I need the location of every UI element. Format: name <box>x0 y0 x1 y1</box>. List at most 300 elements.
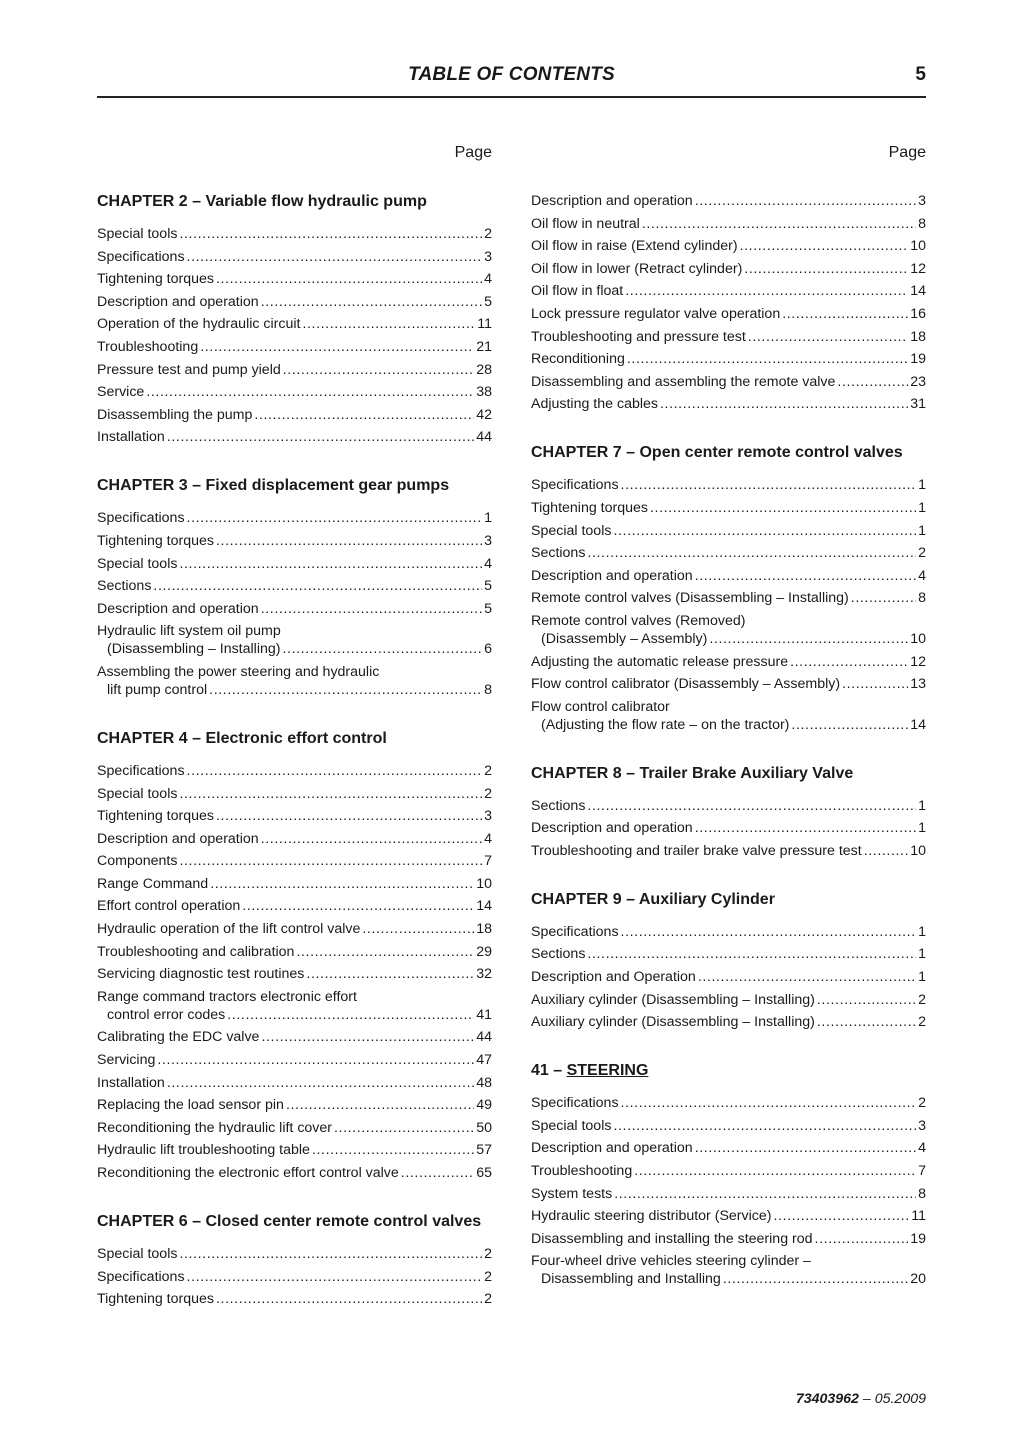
toc-entry <box>97 1141 492 1159</box>
toc-entry-text: Range Command <box>97 875 209 892</box>
toc-entry-text: Tightening torques <box>97 808 214 825</box>
toc-entry-line <box>97 225 492 243</box>
toc-entry-text: Disassembling the pump <box>97 406 253 423</box>
toc-entry-page: 1 <box>918 946 926 963</box>
dot-leader <box>613 1117 916 1135</box>
toc-entry-text: Servicing diagnostic test routines <box>97 966 305 983</box>
toc-entry <box>531 842 926 860</box>
dot-leader <box>179 852 482 870</box>
toc-entry <box>531 819 926 837</box>
toc-entry-page: 3 <box>484 248 492 265</box>
dot-leader <box>167 1074 474 1092</box>
chapter-title-text: CHAPTER 2 – Variable flow hydraulic pump <box>97 193 427 210</box>
dot-leader <box>216 1290 482 1308</box>
toc-entry-page: 4 <box>484 830 492 847</box>
toc-entry-text: Troubleshooting and trailer brake valve pressure test <box>531 842 862 859</box>
dot-leader <box>261 1028 474 1046</box>
dot-leader <box>216 807 482 825</box>
dot-leader <box>153 577 482 595</box>
toc-entry-line <box>97 1119 492 1137</box>
toc-entry-page: 1 <box>918 969 926 986</box>
toc-entry-line <box>97 577 492 595</box>
toc-entry-page: 2 <box>484 762 492 779</box>
toc-entry <box>531 350 926 368</box>
toc-entry-text: Service <box>97 384 145 401</box>
toc-entry <box>97 875 492 893</box>
toc-entry-line <box>97 509 492 527</box>
toc-entry-text: Auxiliary cylinder (Disassembling – Installing) <box>531 1014 815 1031</box>
dot-leader <box>613 522 916 540</box>
toc-entry-line <box>97 1245 492 1263</box>
toc-entry <box>531 373 926 391</box>
toc-entry-line <box>531 1185 926 1203</box>
toc-entry <box>97 1164 492 1182</box>
toc-sections <box>97 192 492 1308</box>
toc-entry-page: 4 <box>484 555 492 572</box>
toc-entry-text: lift pump control <box>107 681 208 698</box>
toc-entry-line <box>97 1028 492 1046</box>
toc-entry-text: Specifications <box>97 1268 185 1285</box>
toc-entry-line <box>531 1139 926 1157</box>
toc-entry-page: 31 <box>910 396 926 413</box>
toc-entry <box>531 945 926 963</box>
toc-entry-line <box>97 406 492 424</box>
toc-entry-line <box>531 716 926 734</box>
toc-entry-line <box>531 544 926 562</box>
toc-entry-text: Special tools <box>97 1246 178 1262</box>
toc-entry-line <box>97 852 492 870</box>
toc-entry <box>97 383 492 401</box>
toc-entry-text: (Adjusting the flow rate – on the tractor) <box>541 716 790 733</box>
toc-entry-text: Disassembling and installing the steering rod <box>531 1230 813 1247</box>
toc-entry-text: Oil flow in raise (Extend cylinder) <box>531 238 738 255</box>
toc-entry-text: Disassembling and assembling the remote valve <box>531 373 836 390</box>
toc-entry-text: Specifications <box>97 248 185 265</box>
toc-entry-text: Special tools <box>97 226 178 242</box>
toc-entry-page: 44 <box>476 1029 492 1046</box>
toc-entry <box>97 270 492 288</box>
toc-entry-line <box>531 797 926 815</box>
toc-entry-text: Description and operation <box>531 193 693 209</box>
toc-entry <box>97 897 492 915</box>
toc-entry <box>531 1185 926 1203</box>
dot-leader <box>312 1141 474 1159</box>
chapter-title <box>531 890 926 910</box>
toc-entry-text: System tests <box>531 1185 613 1202</box>
dot-leader <box>187 1268 483 1286</box>
toc-entry-line <box>531 819 926 837</box>
dot-leader <box>179 555 482 573</box>
toc-entry-line <box>97 532 492 550</box>
toc-entry-line <box>531 923 926 941</box>
dot-leader <box>296 943 474 961</box>
toc-entry <box>531 1230 926 1248</box>
toc-entry-page: 16 <box>910 305 926 322</box>
chapter-title-text: CHAPTER 3 – Fixed displacement gear pumps <box>97 477 450 495</box>
toc-entry-text: Hydraulic operation of the lift control valve <box>97 921 361 938</box>
toc-entry-page: 1 <box>918 923 926 940</box>
toc-entry-page: 5 <box>484 600 492 617</box>
toc-entry-text: Troubleshooting <box>531 1163 633 1180</box>
toc-entry-line <box>97 1268 492 1286</box>
toc-entry-text: Disassembling and Installing <box>541 1271 721 1288</box>
toc-entry-page: 29 <box>476 943 492 960</box>
dot-leader <box>634 1162 916 1180</box>
toc-entry <box>97 1028 492 1046</box>
toc-entry-first-line: Remote control valves (Removed) <box>531 612 746 629</box>
toc-entry <box>97 406 492 424</box>
toc-column-left <box>97 143 492 1338</box>
toc-entry <box>531 476 926 494</box>
chapter-title <box>97 1212 492 1232</box>
dot-leader <box>242 897 474 915</box>
toc-entry-line <box>97 785 492 803</box>
toc-section <box>97 192 492 446</box>
toc-entry-page: 8 <box>918 215 926 232</box>
dot-leader <box>695 192 916 210</box>
toc-entry-page: 1 <box>918 477 926 494</box>
dot-leader <box>187 762 483 780</box>
toc-entry-text: Troubleshooting <box>97 338 199 355</box>
page-header <box>97 62 926 98</box>
toc-entry <box>97 338 492 356</box>
toc-entry <box>531 968 926 986</box>
toc-entry-text: (Disassembling – Installing) <box>107 641 281 658</box>
toc-entry-text: Replacing the load sensor pin <box>97 1097 284 1114</box>
toc-entry-text: Special tools <box>97 555 178 572</box>
dot-leader <box>621 923 917 941</box>
toc-entry-text: Remote control valves (Disassembling – Installing) <box>531 590 849 607</box>
dot-leader <box>748 328 908 346</box>
toc-entry-first-line: Assembling the power steering and hydraulic <box>97 663 380 680</box>
dot-leader <box>302 315 475 333</box>
dot-leader <box>283 361 474 379</box>
chapter-title <box>97 729 492 749</box>
toc-entry <box>97 807 492 825</box>
page-column-header: Page <box>454 144 492 161</box>
toc-entry-page: 1 <box>918 797 926 814</box>
toc-entry <box>97 622 492 658</box>
toc-entry-page: 44 <box>476 429 492 446</box>
toc-entry-text: Description and operation <box>531 820 693 837</box>
dot-leader <box>773 1207 909 1225</box>
toc-entry-line <box>531 192 926 210</box>
toc-entry-line <box>97 807 492 825</box>
toc-entry-text: Description and operation <box>97 293 259 310</box>
dot-leader <box>227 1006 474 1024</box>
toc-entry-line <box>531 215 926 233</box>
toc-entry-text: Effort control operation <box>97 898 241 915</box>
dot-leader <box>842 675 908 693</box>
dot-leader <box>650 499 916 517</box>
toc-entry <box>531 395 926 413</box>
toc-entry-line <box>97 762 492 780</box>
toc-entry <box>97 1051 492 1069</box>
toc-entry-page: 7 <box>484 853 492 870</box>
dot-leader <box>401 1164 474 1182</box>
toc-entry <box>531 1094 926 1112</box>
toc-entry-line <box>531 1270 926 1288</box>
toc-section <box>97 729 492 1182</box>
dot-leader <box>587 544 916 562</box>
dot-leader <box>200 338 474 356</box>
dot-leader <box>187 509 483 527</box>
toc-entry-line <box>97 270 492 288</box>
toc-entry-line <box>97 248 492 266</box>
toc-entry-text: (Disassembly – Assembly) <box>541 630 708 647</box>
toc-entry-text: Specifications <box>531 923 619 940</box>
toc-entry-page: 11 <box>477 316 492 333</box>
toc-entry <box>531 698 926 734</box>
dot-leader <box>179 1245 482 1263</box>
toc-entry-text: Reconditioning <box>531 351 625 368</box>
toc-entry-line <box>531 589 926 607</box>
toc-entry <box>531 675 926 693</box>
toc-entry-line <box>531 1117 926 1135</box>
toc-entry-text: Oil flow in float <box>531 283 624 300</box>
dot-leader <box>187 248 483 266</box>
toc-entry-page: 28 <box>476 361 492 378</box>
toc-entry-text: Description and operation <box>97 830 259 847</box>
page-title: TABLE OF CONTENTS <box>408 64 615 85</box>
toc-entry-text: Flow control calibrator (Disassembly – Assembly) <box>531 676 841 693</box>
toc-entry-page: 2 <box>918 991 926 1008</box>
toc-entry <box>97 1245 492 1263</box>
toc-section <box>97 476 492 699</box>
toc-entry-line <box>531 1013 926 1031</box>
toc-section <box>531 192 926 413</box>
dot-leader <box>167 428 474 446</box>
toc-entry-page: 3 <box>918 193 926 209</box>
chapter-title-text: CHAPTER 4 – Electronic effort control <box>97 729 387 747</box>
dot-leader <box>642 215 916 233</box>
toc-entry-page: 2 <box>484 785 492 802</box>
toc-entry-page: 8 <box>918 1185 926 1202</box>
toc-entry-first-line: Flow control calibrator <box>531 698 670 715</box>
dot-leader <box>695 819 916 837</box>
toc-entry-line <box>97 1051 492 1069</box>
toc-entry <box>97 943 492 961</box>
toc-entry-text: Specifications <box>531 477 619 494</box>
dot-leader <box>587 797 916 815</box>
toc-entry <box>531 1139 926 1157</box>
toc-entry-text: Sections <box>97 578 152 595</box>
toc-entry-line <box>97 555 492 573</box>
toc-entry-line <box>97 428 492 446</box>
chapter-title-text: CHAPTER 9 – Auxiliary Cylinder <box>531 890 775 908</box>
toc-entry-page: 8 <box>918 590 926 607</box>
chapter-title-text: 41 – <box>531 1062 567 1080</box>
toc-entry-line <box>531 328 926 346</box>
toc-entry-line <box>531 237 926 255</box>
toc-entry-line <box>531 1162 926 1180</box>
toc-entry <box>97 293 492 311</box>
dot-leader <box>261 600 482 618</box>
toc-entry-text: Tightening torques <box>97 271 214 288</box>
dot-leader <box>282 640 482 658</box>
toc-entry-page: 65 <box>476 1165 492 1181</box>
toc-section <box>97 1212 492 1308</box>
toc-entry-line <box>97 943 492 961</box>
dot-leader <box>261 830 482 848</box>
toc-entry-line <box>97 1074 492 1092</box>
toc-entry-page: 3 <box>918 1117 926 1134</box>
toc-entry-text: Hydraulic steering distributor (Service) <box>531 1208 772 1225</box>
toc-entry <box>97 532 492 550</box>
toc-entry-text: control error codes <box>107 1006 226 1023</box>
toc-entry-first-line: Range command tractors electronic effort <box>97 988 357 1005</box>
toc-entry-page: 6 <box>484 641 492 658</box>
toc-entry-page: 4 <box>918 1140 926 1157</box>
toc-entry-line <box>531 630 926 648</box>
toc-entry-text: Calibrating the EDC valve <box>97 1029 260 1046</box>
toc-entry-text: Description and operation <box>97 600 259 617</box>
dot-leader <box>254 406 474 424</box>
toc-entry-text: Tightening torques <box>97 532 214 549</box>
toc-entry-line <box>97 1096 492 1114</box>
dot-leader <box>306 965 474 983</box>
toc-entry-page: 10 <box>910 238 926 255</box>
page-column-header: Page <box>888 144 926 161</box>
toc-entry <box>97 1074 492 1092</box>
toc-entry-line <box>97 1290 492 1308</box>
chapter-title <box>97 192 492 212</box>
dot-leader <box>740 237 909 255</box>
toc-entry-text: Description and operation <box>531 567 693 584</box>
dot-leader <box>210 875 474 893</box>
dot-leader <box>744 260 908 278</box>
toc-entry-text: Lock pressure regulator valve operation <box>531 305 781 322</box>
chapter-title-text: CHAPTER 6 – Closed center remote control valves <box>97 1213 482 1230</box>
toc-entry <box>97 509 492 527</box>
dot-leader <box>261 293 482 311</box>
toc-entry <box>531 612 926 648</box>
toc-entry <box>531 522 926 540</box>
toc-entry <box>97 762 492 780</box>
dot-leader <box>146 383 474 401</box>
toc-entry-text: Hydraulic lift troubleshooting table <box>97 1142 310 1159</box>
toc-entry-page: 48 <box>476 1074 492 1091</box>
toc-entry-line <box>531 945 926 963</box>
toc-entry <box>531 1207 926 1225</box>
toc-entry-line <box>97 681 492 699</box>
toc-entry-text: Pressure test and pump yield <box>97 361 281 378</box>
toc-entry-text: Installation <box>97 429 165 446</box>
chapter-title <box>531 764 926 784</box>
toc-entry-page: 2 <box>484 226 492 242</box>
toc-entry-line <box>97 1141 492 1159</box>
dot-leader <box>782 305 908 323</box>
toc-entry <box>97 830 492 848</box>
toc-entry-page: 1 <box>918 499 926 516</box>
toc-entry-text: Oil flow in lower (Retract cylinder) <box>531 260 743 277</box>
dot-leader <box>864 842 909 860</box>
toc-entry-page: 7 <box>918 1163 926 1180</box>
toc-entry <box>531 1117 926 1135</box>
toc-entry <box>97 1268 492 1286</box>
toc-entry <box>531 1252 926 1288</box>
toc-entry-page: 12 <box>910 653 926 670</box>
toc-entry-page: 23 <box>910 373 926 390</box>
toc-entry-line <box>97 293 492 311</box>
toc-entry-text: Special tools <box>531 1117 612 1134</box>
toc-entry-page: 57 <box>476 1142 492 1159</box>
toc-entry-text: Sections <box>531 797 586 814</box>
toc-entry-text: Reconditioning the hydraulic lift cover <box>97 1119 333 1136</box>
toc-entry-page: 4 <box>918 567 926 584</box>
toc-entry-line <box>97 830 492 848</box>
toc-entry-text: Special tools <box>531 522 612 539</box>
toc-section <box>531 764 926 860</box>
toc-entry-text: Special tools <box>97 785 178 802</box>
dot-leader <box>695 567 916 585</box>
toc-entry-text: Description and operation <box>531 1140 693 1157</box>
toc-entry-text: Description and Operation <box>531 969 696 986</box>
dot-leader <box>179 785 482 803</box>
toc-entry <box>97 361 492 379</box>
toc-entry-page: 2 <box>484 1268 492 1285</box>
toc-entry-line <box>531 991 926 1009</box>
dot-leader <box>791 716 908 734</box>
toc-entry-line <box>97 361 492 379</box>
toc-entry-page: 41 <box>476 1006 492 1023</box>
dot-leader <box>851 589 916 607</box>
toc-entry-page: 5 <box>484 293 492 310</box>
toc-entry <box>531 305 926 323</box>
toc-entry-text: Tightening torques <box>531 499 648 516</box>
toc-entry-page: 2 <box>484 1291 492 1308</box>
toc-entry <box>531 215 926 233</box>
dot-leader <box>660 395 908 413</box>
toc-entry-line <box>97 965 492 983</box>
dot-leader <box>698 968 916 986</box>
toc-entry-text: Sections <box>531 946 586 963</box>
toc-entry <box>531 1013 926 1031</box>
dot-leader <box>817 1013 916 1031</box>
toc-entry <box>531 923 926 941</box>
dot-leader <box>587 945 916 963</box>
dot-leader <box>723 1270 908 1288</box>
toc-entry-text: Auxiliary cylinder (Disassembling – Installing) <box>531 991 815 1008</box>
dot-leader <box>695 1139 916 1157</box>
dot-leader <box>621 476 917 494</box>
toc-entry <box>97 785 492 803</box>
toc-entry-page: 47 <box>476 1052 492 1069</box>
toc-entry-page: 10 <box>476 875 492 892</box>
doc-date: – 05.2009 <box>858 1391 926 1407</box>
toc-entry <box>97 663 492 699</box>
toc-section <box>531 890 926 1031</box>
toc-entry-text: Specifications <box>531 1095 619 1112</box>
toc-entry-line <box>97 640 492 658</box>
dot-leader <box>179 225 482 243</box>
chapter-title-text: CHAPTER 8 – Trailer Brake Auxiliary Valve <box>531 764 854 782</box>
toc-entry-page: 13 <box>910 676 926 693</box>
chapter-title <box>531 443 926 463</box>
toc-entry-page: 21 <box>476 338 492 355</box>
toc-entry-text: Reconditioning the electronic effort control valve <box>97 1165 399 1181</box>
dot-leader <box>209 681 482 699</box>
toc-entry <box>97 225 492 243</box>
toc-entry-page: 11 <box>911 1208 926 1225</box>
toc-entry-line <box>531 350 926 368</box>
toc-entry <box>531 567 926 585</box>
toc-entry-line <box>531 1230 926 1248</box>
chapter-title <box>97 476 492 496</box>
toc-entry-page: 38 <box>476 384 492 401</box>
toc-entry-line <box>97 383 492 401</box>
toc-entry <box>97 555 492 573</box>
